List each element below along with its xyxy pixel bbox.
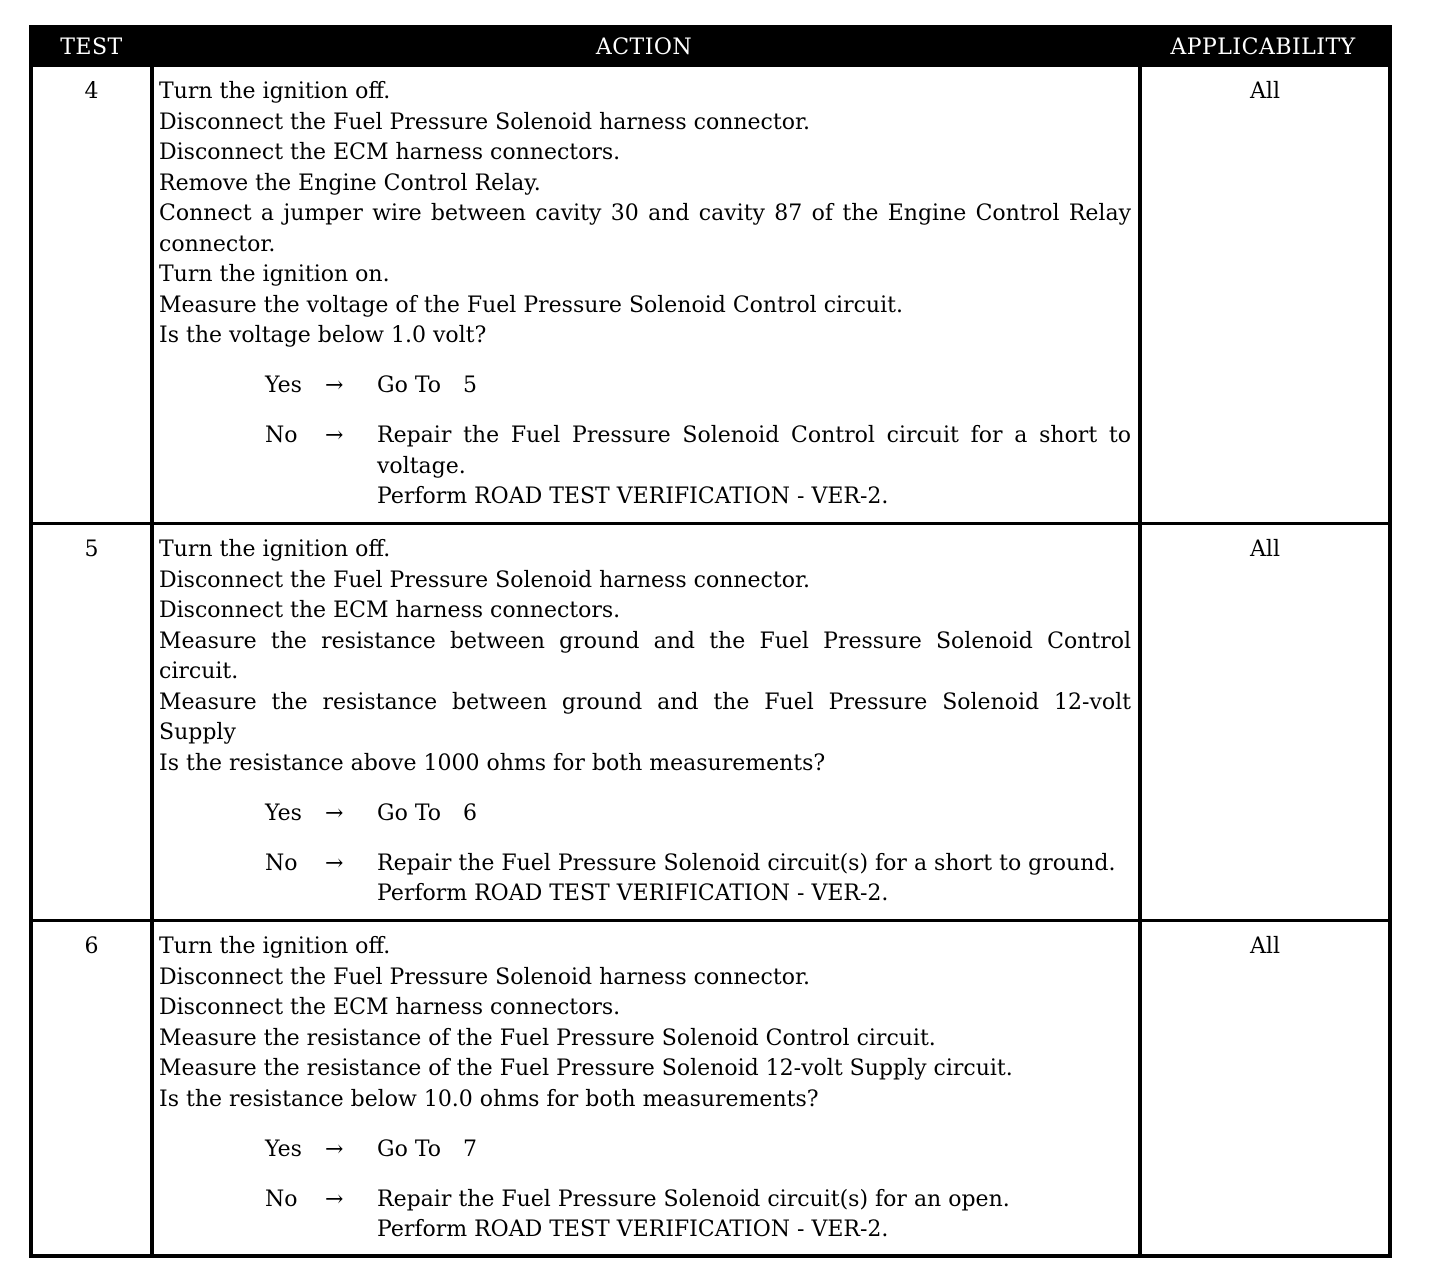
applicability-value: All [1250, 79, 1280, 104]
no-action-text [377, 421, 1131, 513]
action-step: Measure the resistance between ground and the Fuel Pressure Solenoid 12-volt [159, 689, 1131, 715]
goto-text [377, 371, 1131, 402]
action-step: Turn the ignition off. [159, 79, 391, 104]
no-action-text [377, 849, 1131, 910]
goto-target: 5 [463, 373, 478, 398]
action-step: Disconnect the ECM harness connectors. [159, 598, 621, 623]
table-header [33, 29, 1388, 67]
applicability-value: All [1250, 537, 1280, 562]
goto-target: 7 [463, 1136, 478, 1162]
no-result [159, 421, 1131, 513]
action-cell [159, 77, 1131, 513]
action-step: Measure the voltage of the Fuel Pressure Solenoid Control circuit. [159, 292, 903, 318]
action-step: Measure the resistance between ground and the Fuel Pressure Solenoid Control [159, 628, 1131, 654]
diagnostic-table [29, 25, 1392, 1258]
table-row [33, 67, 1388, 522]
action-step: Turn the ignition off. [159, 934, 391, 959]
yes-result [159, 1135, 1131, 1166]
test-number: 4 [84, 79, 99, 104]
action-step: Is the resistance above 1000 ohms for both measurements? [159, 750, 826, 776]
action-step: Disconnect the ECM harness connectors. [159, 995, 621, 1020]
table-row [33, 525, 1388, 919]
arrow-right-icon: → [325, 1136, 344, 1162]
no-action-line: Perform ROAD TEST VERIFICATION - VER-2. [377, 1217, 889, 1242]
no-action-line: Perform ROAD TEST VERIFICATION - VER-2. [377, 484, 889, 509]
yes-label: Yes [265, 800, 302, 826]
table-row [33, 922, 1388, 1254]
no-label: No [265, 1186, 298, 1212]
yes-result [159, 371, 1131, 402]
no-action-line: Repair the Fuel Pressure Solenoid Control circuit for a short to [377, 423, 1131, 448]
arrow-right-icon: → [325, 1186, 344, 1212]
yes-label: Yes [265, 373, 302, 398]
yes-label: Yes [265, 1136, 302, 1162]
action-step: Turn the ignition on. [159, 262, 390, 287]
action-cell [159, 535, 1131, 910]
no-label: No [265, 423, 298, 448]
arrow-right-icon: → [325, 800, 344, 826]
goto-text [377, 799, 1131, 830]
action-step: Disconnect the Fuel Pressure Solenoid harness connector. [159, 109, 811, 135]
action-step: connector. [159, 231, 276, 257]
no-result [159, 1185, 1131, 1246]
action-step: Disconnect the Fuel Pressure Solenoid harness connector. [159, 567, 811, 593]
action-step: Connect a jumper wire between cavity 30 and cavity 87 of the Engine Control Relay [159, 201, 1131, 226]
no-label: No [265, 850, 298, 876]
action-step: circuit. [159, 659, 239, 684]
goto-target: 6 [463, 800, 478, 826]
action-step: Is the resistance below 10.0 ohms for both measurements? [159, 1086, 819, 1112]
header-test: TEST [60, 35, 123, 60]
no-result [159, 849, 1131, 910]
no-action-line: voltage. [377, 453, 466, 479]
no-action-line: Repair the Fuel Pressure Solenoid circuit(s) for an open. [377, 1186, 1010, 1212]
action-step: Is the voltage below 1.0 volt? [159, 323, 487, 348]
action-step: Turn the ignition off. [159, 537, 391, 562]
arrow-right-icon: → [325, 423, 344, 448]
no-action-line: Repair the Fuel Pressure Solenoid circuit(s) for a short to ground. [377, 850, 1116, 876]
action-step: Supply [159, 720, 236, 745]
no-action-text [377, 1185, 1131, 1246]
test-number: 5 [84, 537, 99, 562]
arrow-right-icon: → [325, 850, 344, 876]
applicability-value: All [1250, 934, 1280, 959]
test-number: 6 [84, 934, 99, 959]
arrow-right-icon: → [325, 373, 344, 398]
action-step: Disconnect the ECM harness connectors. [159, 140, 621, 165]
goto-label: Go To [377, 373, 442, 398]
action-step: Disconnect the Fuel Pressure Solenoid harness connector. [159, 964, 811, 990]
header-applicability: APPLICABILITY [1170, 35, 1356, 60]
header-action: ACTION [595, 35, 693, 60]
goto-label: Go To [377, 800, 442, 826]
yes-result [159, 799, 1131, 830]
action-step: Measure the resistance of the Fuel Pressure Solenoid Control circuit. [159, 1025, 936, 1051]
action-step: Remove the Engine Control Relay. [159, 170, 541, 196]
action-step: Measure the resistance of the Fuel Pressure Solenoid 12-volt Supply circuit. [159, 1056, 1013, 1081]
goto-label: Go To [377, 1136, 442, 1162]
action-cell [159, 932, 1131, 1246]
goto-text [377, 1135, 1131, 1166]
no-action-line: Perform ROAD TEST VERIFICATION - VER-2. [377, 881, 889, 906]
